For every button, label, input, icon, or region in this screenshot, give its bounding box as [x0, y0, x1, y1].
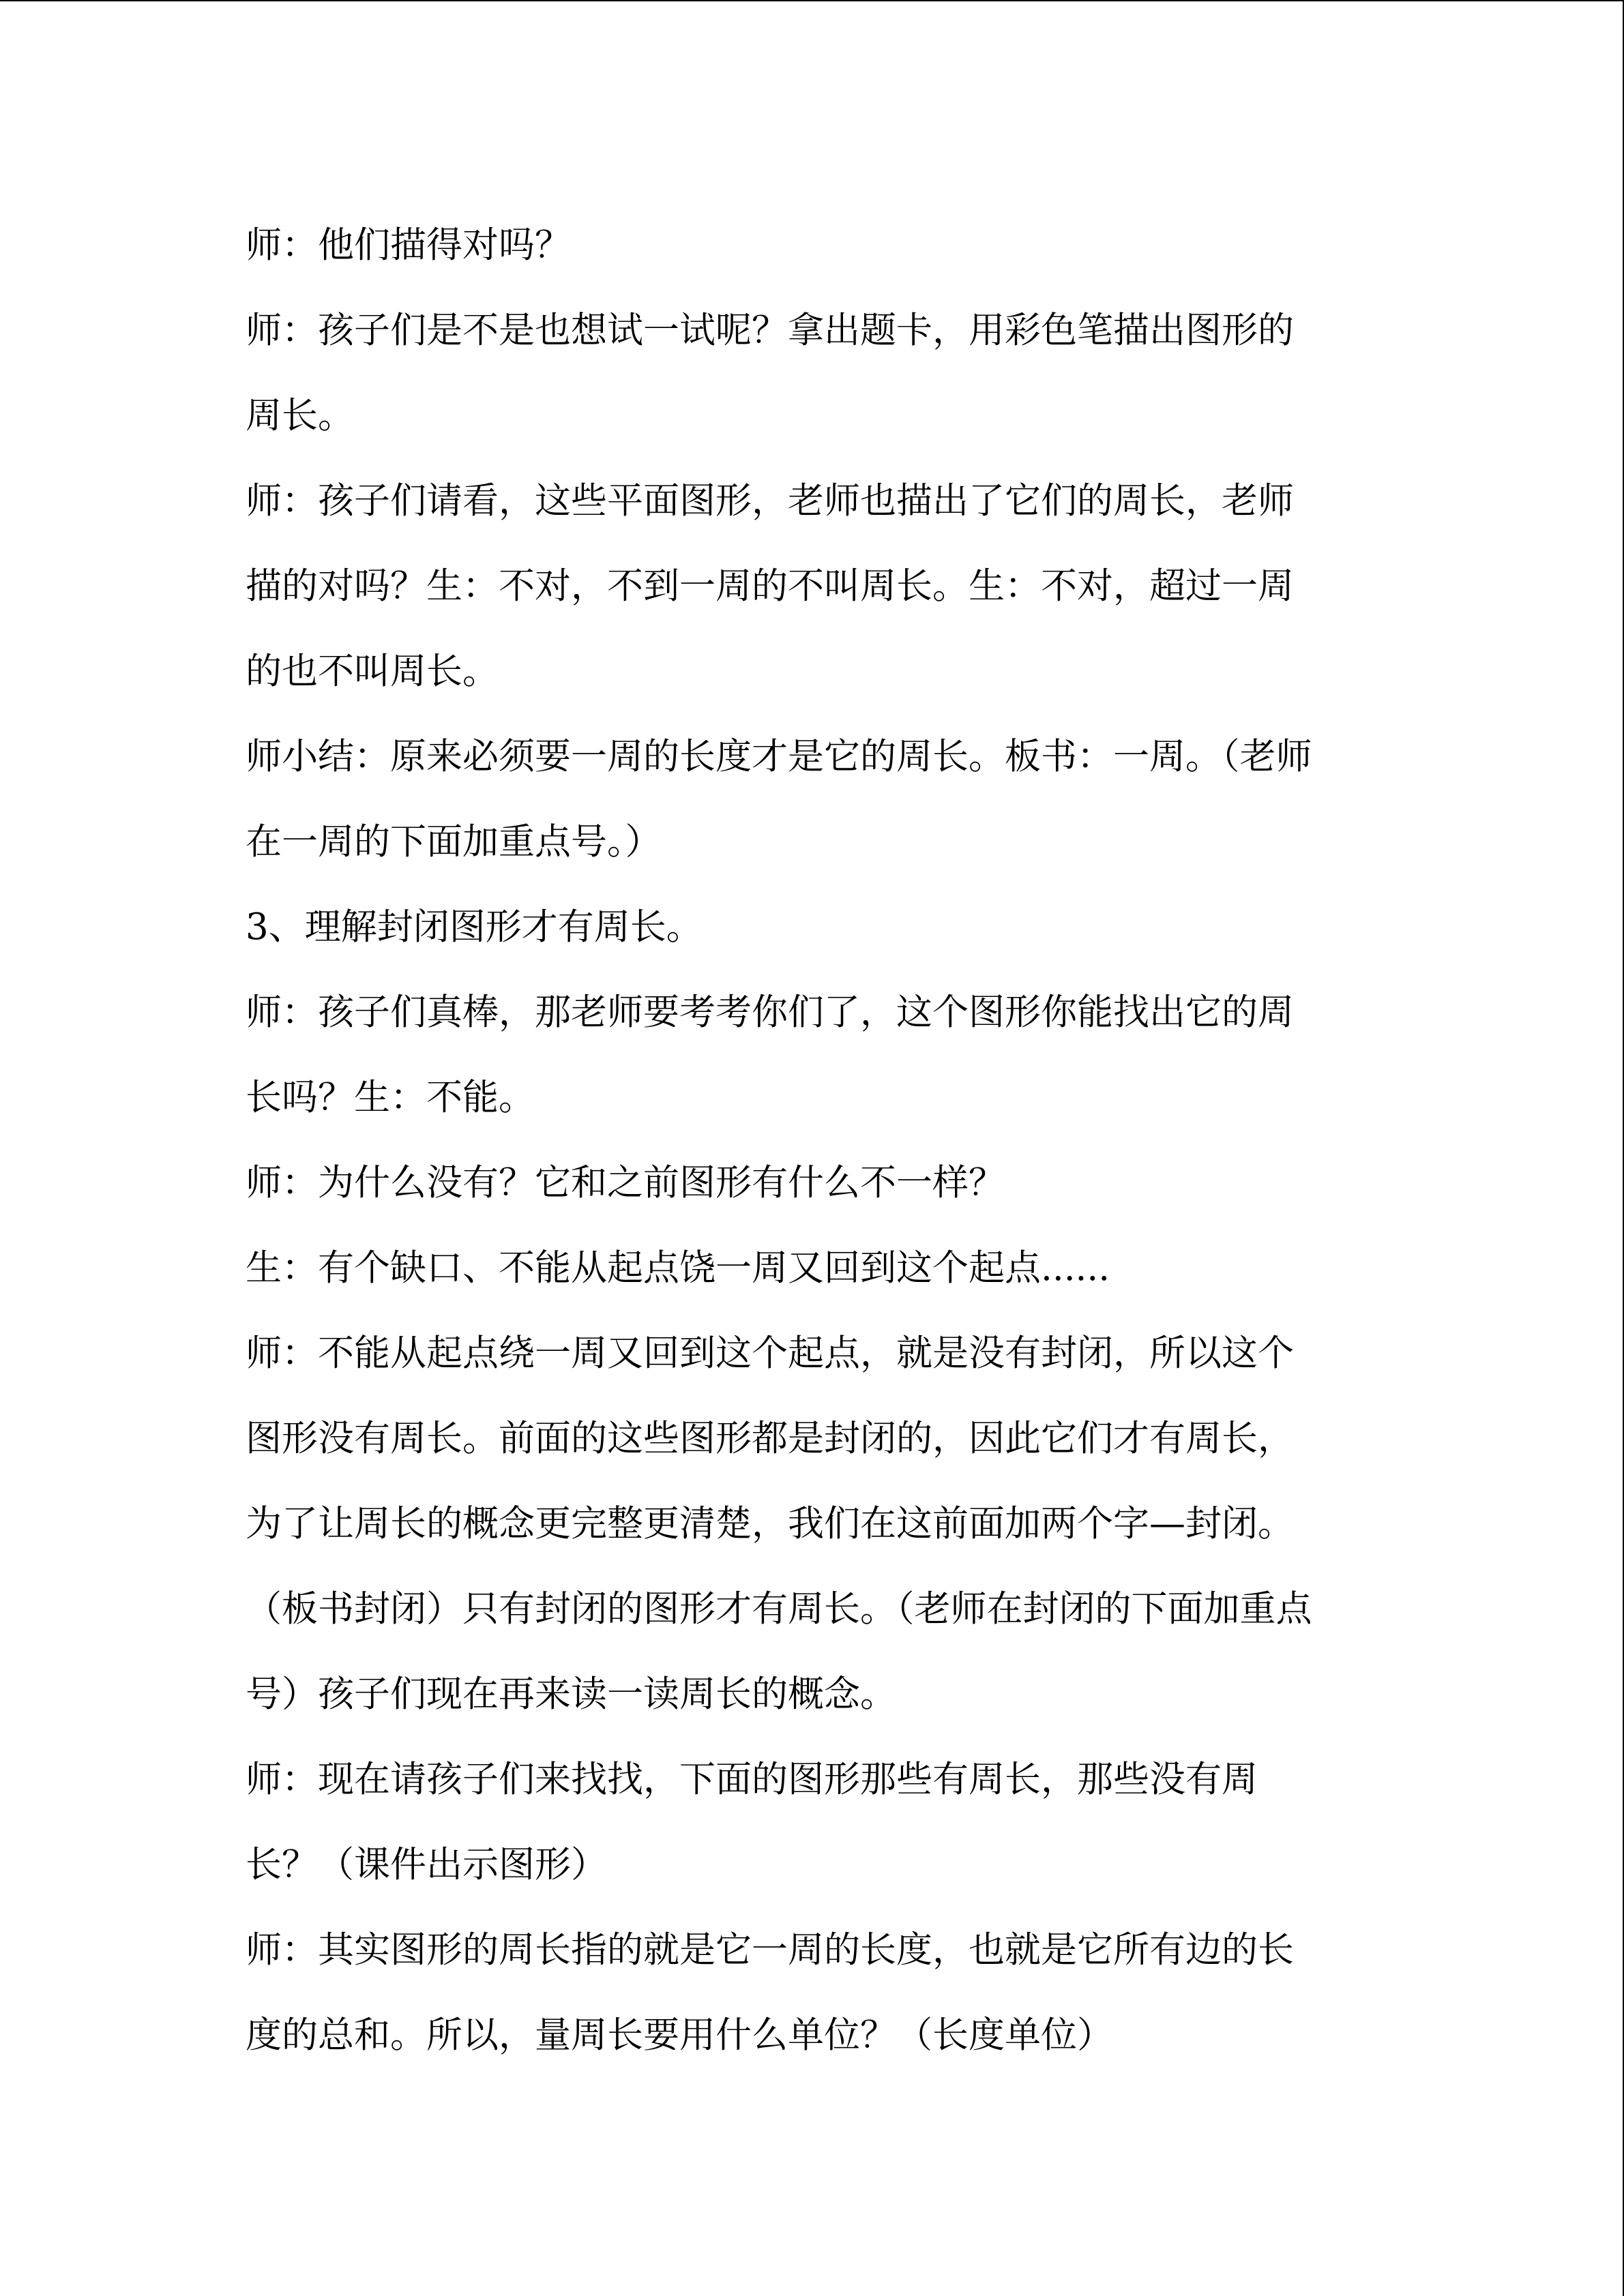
- text-line: 描的对吗？生：不对，不到一周的不叫周长。生：不对，超过一周: [246, 565, 1294, 607]
- document-body: [246, 203, 1398, 2078]
- text-line: 师：孩子们真棒，那老师要考考你们了，这个图形你能找出它的周: [246, 992, 1294, 1033]
- text-line: 师：孩子们请看，这些平面图形，老师也描出了它们的周长，老师: [246, 480, 1294, 522]
- text-line: 的也不叫周长。: [246, 651, 499, 692]
- text-line: 长？（课件出示图形）: [246, 1844, 607, 1885]
- text-line: 生：有个缺口、不能从起点饶一周又回到这个起点......: [246, 1247, 1110, 1289]
- text-line: 图形没有周长。前面的这些图形都是封闭的，因此它们才有周长，: [246, 1418, 1294, 1459]
- text-line: 在一周的下面加重点号。）: [246, 821, 662, 863]
- text-line: 长吗？生：不能。: [246, 1077, 535, 1118]
- text-line: 师：他们描得对吗？: [246, 224, 571, 266]
- text-line: 度的总和。所以，量周长要用什么单位？（长度单位）: [246, 2014, 1113, 2056]
- text-line: 为了让周长的概念更完整更清楚，我们在这前面加两个字—封闭。: [246, 1503, 1294, 1545]
- text-line: （板书封闭）只有封闭的图形才有周长。（老师在封闭的下面加重点: [246, 1588, 1312, 1630]
- text-line: 师：其实图形的周长指的就是它一周的长度，也就是它所有边的长: [246, 1929, 1294, 1971]
- text-line: 师小结：原来必须要一周的长度才是它的周长。板书：一周。（老师: [246, 736, 1312, 777]
- section-heading: 3、理解封闭图形才有周长。: [246, 906, 703, 948]
- text-line: 号）孩子们现在再来读一读周长的概念。: [246, 1673, 896, 1715]
- text-line: 师：为什么没有？它和之前图形有什么不一样？: [246, 1162, 1005, 1204]
- text-line: 师：现在请孩子们来找找，下面的图形那些有周长，那些没有周: [246, 1759, 1258, 1800]
- text-line: 师：孩子们是不是也想试一试呢？拿出题卡，用彩色笔描出图形的: [246, 310, 1294, 351]
- text-line: 周长。: [246, 395, 354, 436]
- text-line: 师：不能从起点绕一周又回到这个起点，就是没有封闭，所以这个: [246, 1332, 1294, 1374]
